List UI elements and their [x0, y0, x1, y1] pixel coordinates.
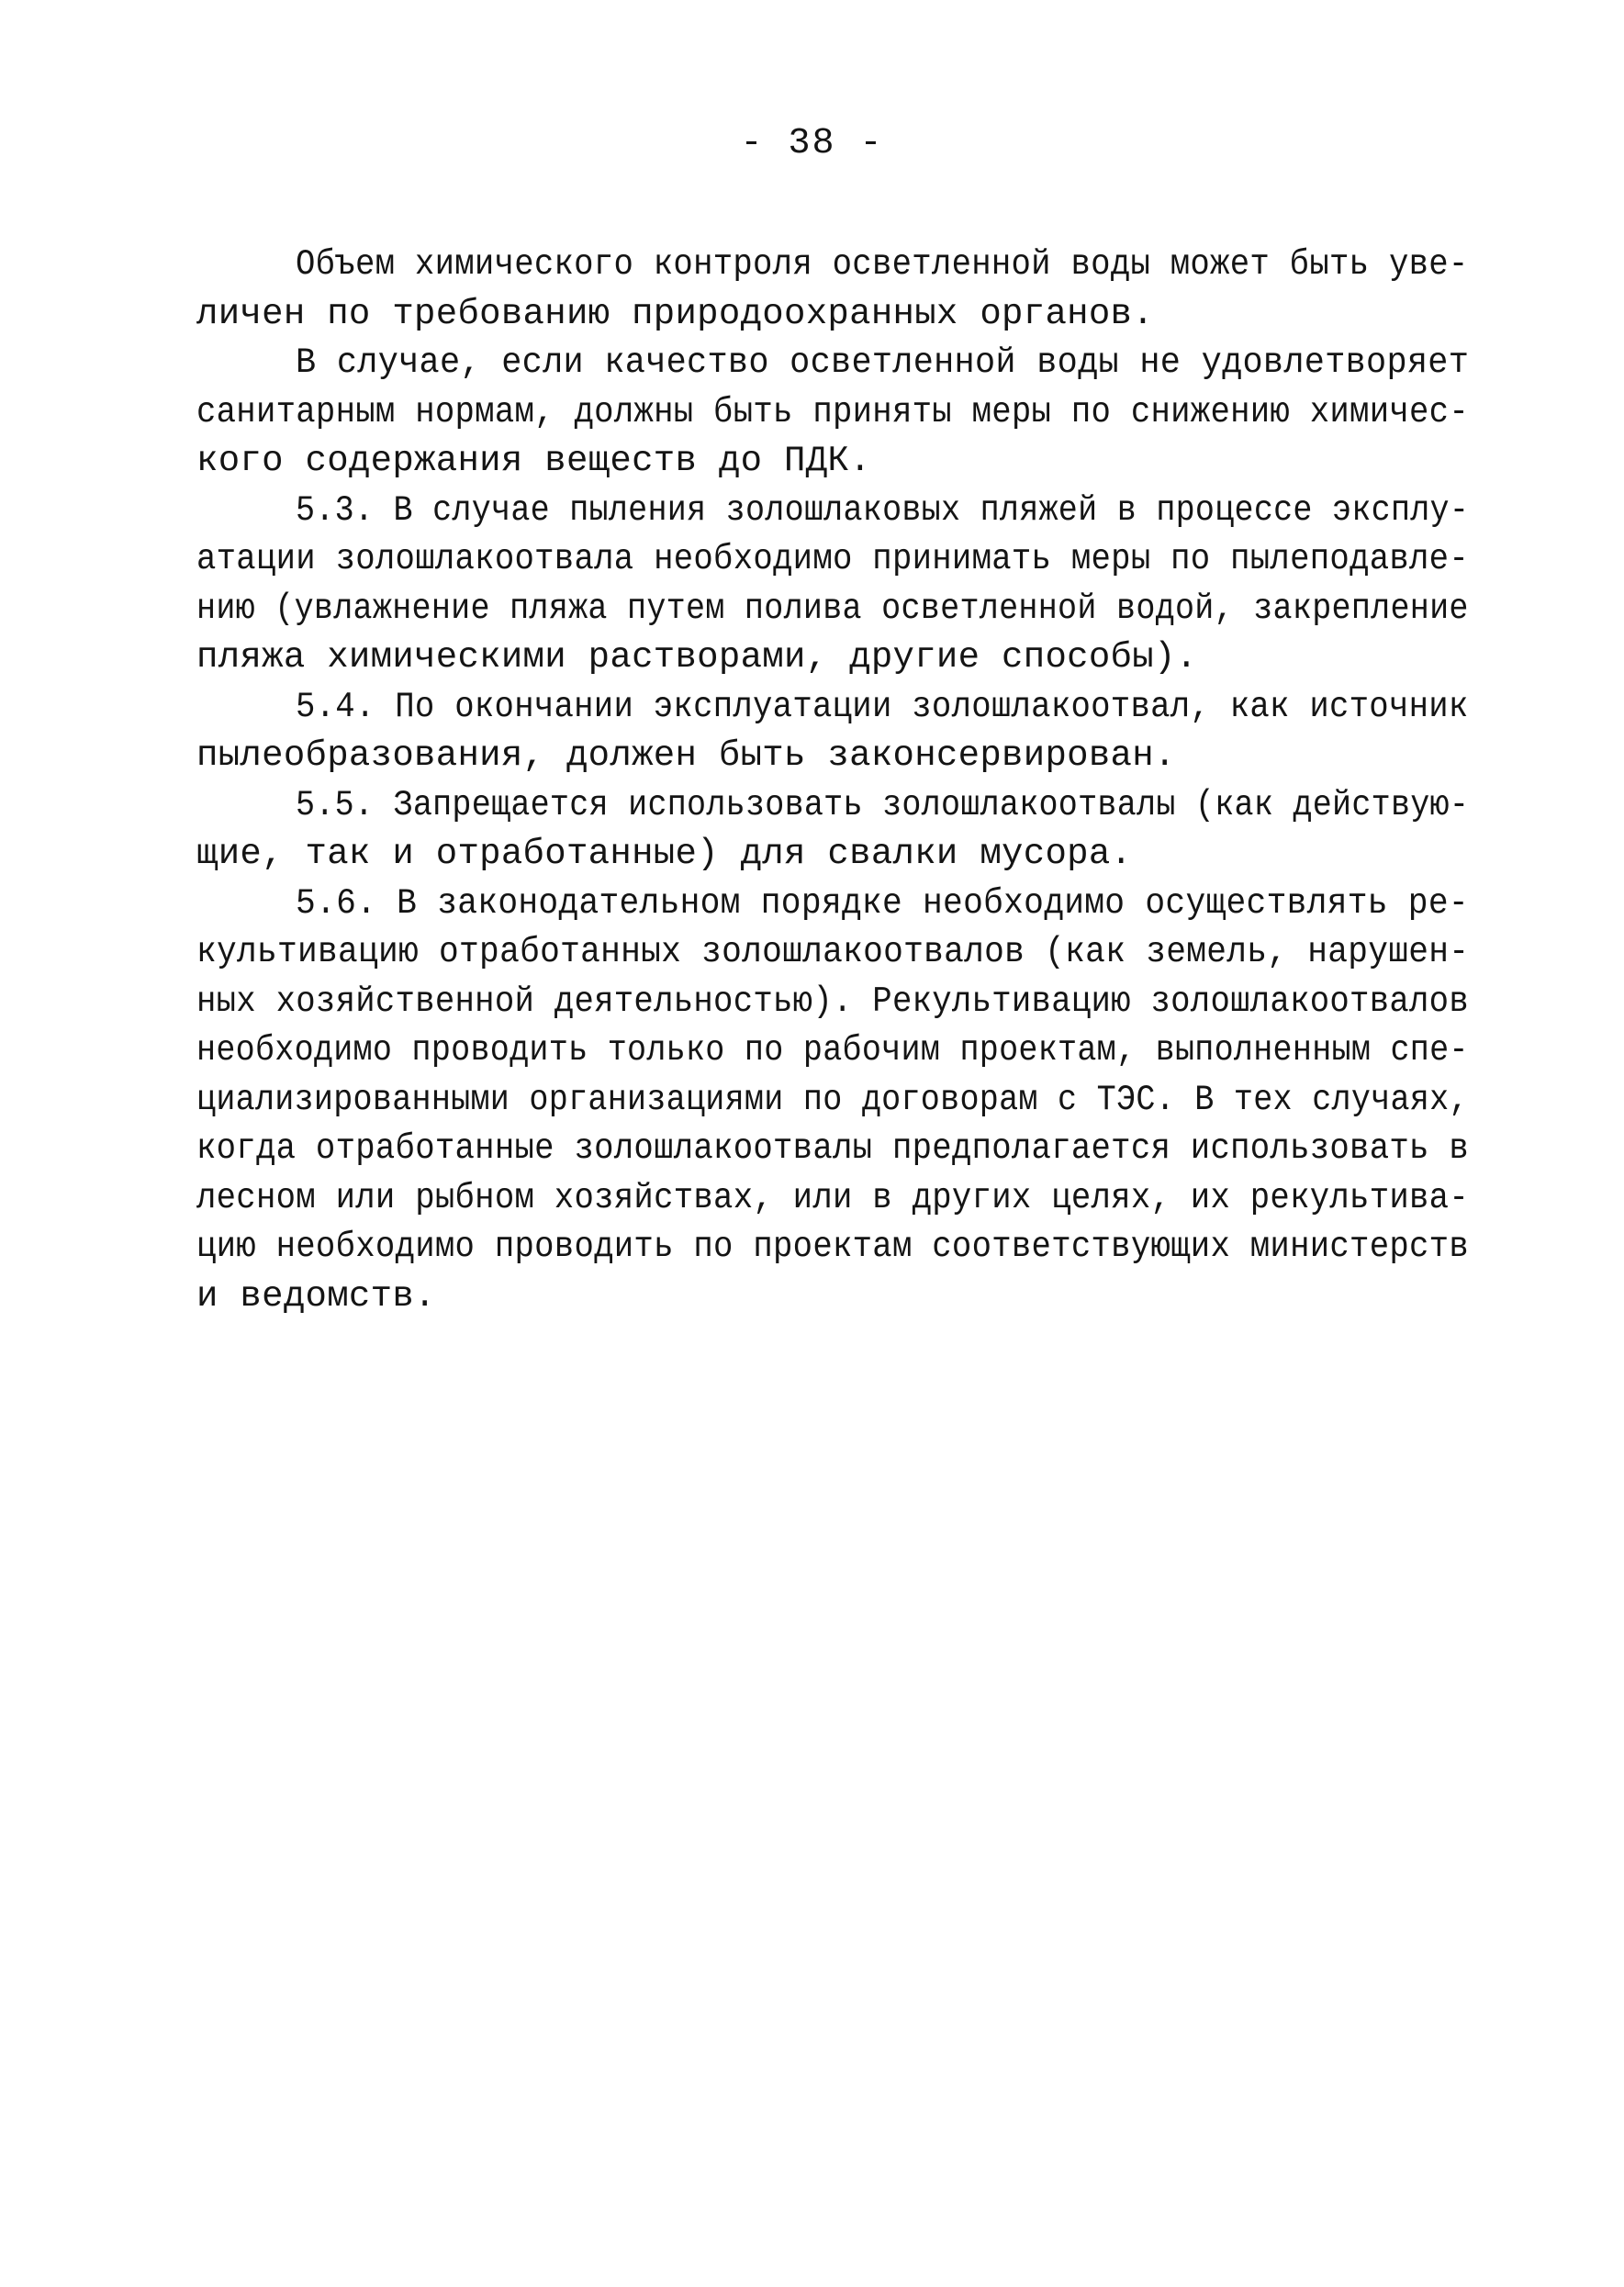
text-line: лесном или рыбном хозяйствах, или в других целях, их рекультива- — [196, 1177, 1469, 1218]
text-line: пляжа химическими растворами, другие способы). — [196, 637, 1198, 678]
text-line: Объем химического контроля осветленной воды может быть уве- — [296, 244, 1469, 285]
text-line: кого содержания веществ до ПДК. — [196, 441, 871, 481]
text-line: пылеобразования, должен быть законсервирован. — [196, 735, 1176, 776]
text-line: культивацию отработанных золошлакоотвалов (как земель, нарушен- — [196, 932, 1470, 972]
text-line: 5.4. По окончании эксплуатации золошлакоотвал, как источник — [296, 686, 1469, 727]
text-line: 5.5. Запрещается использовать золошлакоотвалы (как действую- — [296, 784, 1470, 825]
text-line: 5.3. В случае пыления золошлаковых пляжей в процессе эксплу- — [296, 489, 1470, 531]
page-number: - 38 - — [740, 123, 884, 164]
text-line: 5.6. В законодательном порядке необходимо осуществлять ре- — [296, 882, 1469, 924]
text-line: необходимо проводить только по рабочим проектам, выполненным спе- — [196, 1030, 1469, 1071]
text-line: санитарным нормам, должны быть приняты меры по снижению химичес- — [196, 391, 1469, 432]
text-line: циализированными организациями по договорам с ТЭС. В тех случаях, — [196, 1079, 1469, 1120]
text-line: и ведомств. — [196, 1275, 436, 1317]
text-line: щие, так и отработанные) для свалки мусора. — [196, 834, 1133, 874]
text-line: личен по требованию природоохранных органов. — [196, 293, 1154, 334]
text-line: цию необходимо проводить по проектам соответствующих министерств — [196, 1227, 1469, 1267]
text-line: В случае, если качество осветленной воды не удовлетворяет — [296, 342, 1470, 383]
text-line: атации золошлакоотвала необходимо принимать меры по пылеподавле- — [196, 539, 1469, 579]
text-line: нию (увлажнение пляжа путем полива осветленной водой, закрепление — [196, 588, 1469, 629]
text-line: ных хозяйственной деятельностью). Рекультивацию золошлакоотвалов — [196, 981, 1469, 1022]
text-line: когда отработанные золошлакоотвалы предполагается использовать в — [196, 1128, 1469, 1169]
